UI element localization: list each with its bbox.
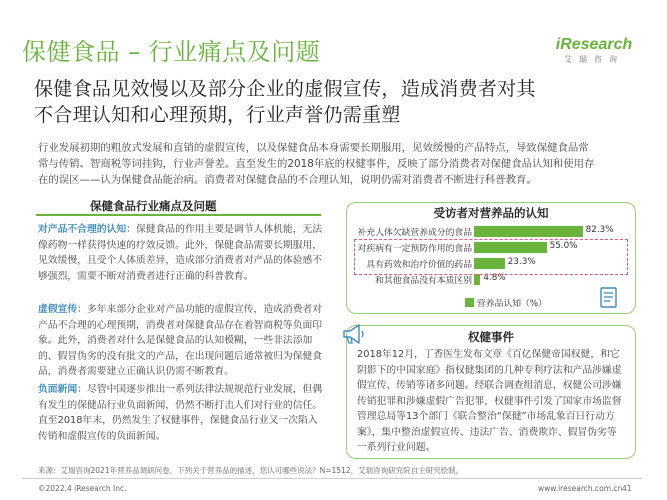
source-note: 来源：艾瑞咨询2021年营养品调研问卷，下列关于营养品的描述，您认可哪些说法？N=1512，艾瑞咨询研究院自主研究绘制。	[38, 466, 464, 475]
pain-point-label: 虚假宣传	[38, 304, 78, 315]
chart-legend	[465, 296, 547, 309]
chart-highlight-box	[354, 239, 628, 275]
page-number: 41	[622, 484, 632, 493]
logo-subtitle: 艾瑞咨询	[564, 55, 624, 64]
pain-point-false-advertising	[38, 302, 323, 380]
pain-point-negative-news	[38, 382, 323, 444]
legend-label: 营养品认知（%）	[477, 299, 547, 309]
chart-value-label: 23.3%	[507, 257, 536, 267]
event-panel-title-wrap	[346, 329, 636, 345]
chart-bar	[474, 274, 480, 285]
logo-wordmark: iResearch	[555, 36, 633, 53]
chart-category-label: 补充人体欠缺营养成分的食品	[357, 228, 472, 238]
left-section-heading: 保健食品行业痛点及问题	[90, 199, 217, 213]
chart-value-label: 82.3%	[585, 225, 614, 235]
chart-panel-title: 受访者对营养品的认知	[433, 206, 549, 220]
pain-point-text: ：保健食品的作用主要是调节人体机能，无法像药物一样获得快速的疗效反馈。此外，保健食品需要长期服用，见效缓慢，且受个人体质差异，造成部分消费者对产品的体验感不够强烈，需要不断对消费者进行正确的科普教育。	[38, 224, 323, 282]
chart-category-label: 和其他食品没有本质区别	[375, 276, 472, 286]
subtitle-line: 保健食品见效慢以及部分企业的虚假宣传，造成消费者对其	[34, 78, 536, 100]
left-heading-underline	[36, 214, 321, 216]
chart-value-label: 4.8%	[483, 273, 506, 283]
intro-paragraph	[38, 140, 648, 188]
page-title: 保健食品 – 行业痛点及问题	[22, 38, 321, 66]
subtitle-line: 不合理认知和心理预期，行业声誉仍需重塑	[34, 104, 401, 126]
intro-line: 在的误区——认为保健食品能治病。消费者对保健食品的不合理认知，说明仍需对消费者不断进行科普教育。	[38, 174, 537, 186]
page-subtitle	[34, 76, 644, 128]
intro-line: 常与传销、智商税等词挂钩，行业声誉差。直至发生的2018年底的权健事件，反映了部分消费者对保健食品认知和使用存	[38, 158, 595, 170]
pain-point-irrational-cognition	[38, 222, 323, 284]
chart-category-label: 对疾病有一定预防作用的食品	[357, 244, 472, 254]
chart-panel-title-wrap	[346, 205, 636, 221]
intro-line: 行业发展初期的粗放式发展和直销的虚假宣传，以及保健食品本身需要长期服用，见效缓慢的产品特点，导致保健食品常	[38, 142, 589, 154]
megaphone-icon	[341, 322, 367, 346]
chart-category-label: 具有药效和治疗价值的药品	[366, 260, 472, 270]
website-link[interactable]: www.iresearch.com.cn	[538, 484, 623, 493]
pain-point-label: 负面新闻	[38, 384, 78, 395]
pain-point-label: 对产品不合理的认知	[38, 224, 127, 235]
pain-point-text: ：尽管中国逐步推出一系列法律法规规范行业发展，但偶有发生的保健品行业负面新闻，仍然不断打击人们对行业的信任。直至2018年末，仍然发生了权健事件，保健食品行业又一次陷入传销和虚假宣传的负面新闻。	[38, 384, 323, 442]
chart-value-label: 55.0%	[549, 241, 578, 251]
legend-swatch	[465, 298, 474, 307]
event-panel-title: 权健事件	[468, 330, 514, 344]
copyright: ©2022.4 iResearch Inc.	[38, 484, 127, 493]
footer-divider	[22, 478, 642, 479]
pain-point-text: ：多年来部分企业对产品功能的虚假宣传，造成消费者对产品不合理的心理预期，消费者对保健食品存在着智商税等负面印象。此外，消费者对什么是保健食品的认知模糊，一些非法添加的、假冒伪劣的没有批文的产品，在出现问题后通常被归为保健食品，消费者需要建立正确认识仍需不断教育。	[38, 304, 323, 377]
event-description: 2018年12月，丁香医生发布文章《百亿保健帝国权健，和它阴影下的中国家庭》指权健集团的几种专利疗法和产品涉嫌虚假宣传、传销等诸多问题。经联合调查组消息，权健公司涉嫌传销犯罪和涉嫌虚假广告犯罪，权健事件引发了国家市场监督管理总局等13个部门《联合整治“保健”市场乱象百日行动方案》，集中整治虚假宣传、违法广告、消费欺诈、假冒伪劣等一系列行业问题。	[357, 349, 622, 453]
document-icon	[597, 287, 621, 309]
iresearch-logo	[554, 36, 634, 65]
chart-bar	[474, 226, 583, 237]
